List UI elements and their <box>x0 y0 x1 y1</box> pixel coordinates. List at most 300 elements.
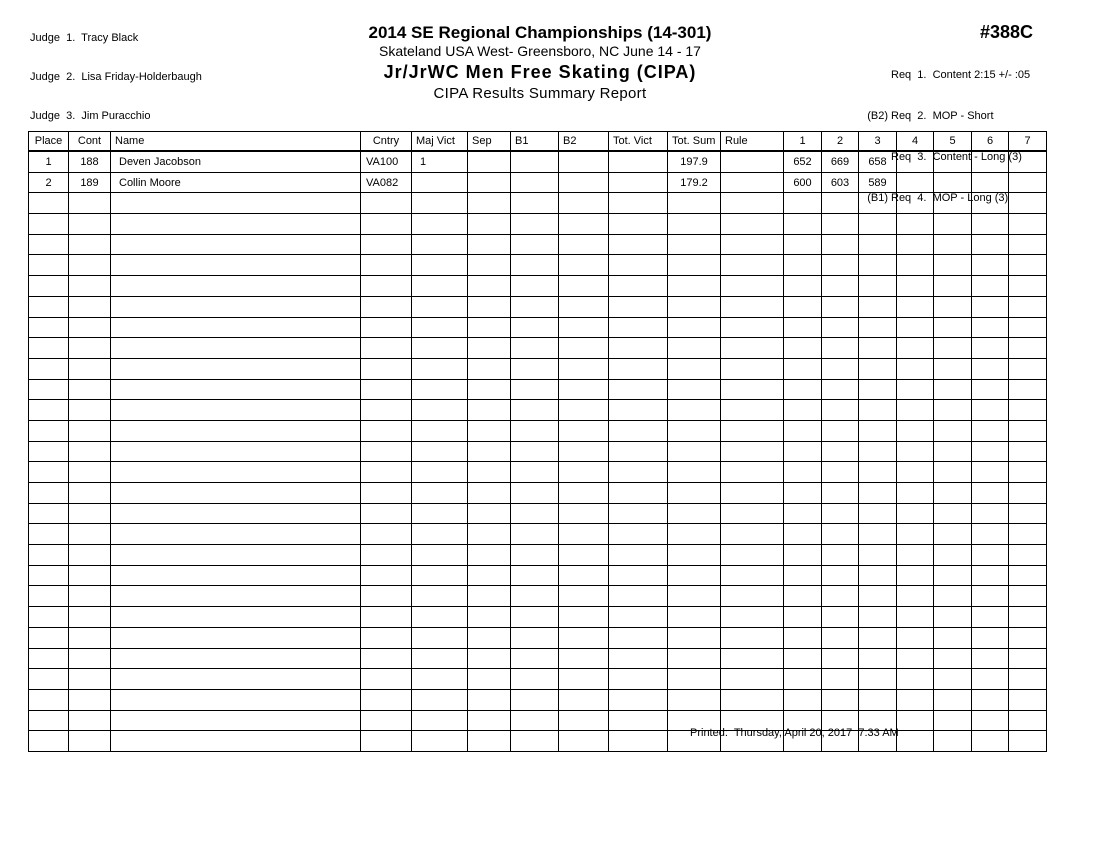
table-row-empty <box>29 338 1047 359</box>
table-cell <box>1009 462 1047 483</box>
table-row-empty <box>29 669 1047 690</box>
table-cell <box>69 669 111 690</box>
table-cell <box>361 710 412 731</box>
table-cell: 600 <box>784 172 822 193</box>
table-cell <box>668 565 721 586</box>
table-cell <box>511 710 559 731</box>
table-row-empty <box>29 234 1047 255</box>
table-cell <box>1009 151 1047 172</box>
table-cell: 658 <box>859 151 897 172</box>
table-cell <box>822 627 859 648</box>
table-cell <box>361 193 412 214</box>
table-cell <box>468 565 511 586</box>
table-cell <box>784 441 822 462</box>
table-cell <box>897 462 934 483</box>
table-cell <box>609 565 668 586</box>
table-cell <box>29 462 69 483</box>
table-cell <box>897 317 934 338</box>
table-cell <box>468 710 511 731</box>
table-cell <box>934 420 972 441</box>
table-cell <box>934 524 972 545</box>
venue-line: Skateland USA West- Greensboro, NC June 14 - 17 <box>379 43 701 59</box>
table-cell <box>721 317 784 338</box>
table-cell <box>511 524 559 545</box>
table-cell <box>69 193 111 214</box>
table-cell <box>1009 214 1047 235</box>
table-cell <box>721 462 784 483</box>
table-cell <box>721 296 784 317</box>
table-cell <box>859 607 897 628</box>
table-cell <box>609 483 668 504</box>
table-cell <box>859 234 897 255</box>
table-cell <box>559 710 609 731</box>
table-cell <box>972 214 1009 235</box>
table-cell <box>784 296 822 317</box>
table-header-row <box>29 132 1047 152</box>
table-cell <box>111 731 361 752</box>
table-cell <box>609 234 668 255</box>
table-cell <box>361 586 412 607</box>
table-cell <box>69 689 111 710</box>
table-cell <box>897 255 934 276</box>
table-cell <box>361 607 412 628</box>
table-cell <box>721 627 784 648</box>
table-cell <box>69 462 111 483</box>
table-cell <box>822 607 859 628</box>
table-cell <box>559 255 609 276</box>
table-cell <box>29 648 69 669</box>
table-cell <box>111 214 361 235</box>
table-cell <box>668 317 721 338</box>
table-cell <box>668 400 721 421</box>
table-cell <box>784 358 822 379</box>
table-cell <box>934 193 972 214</box>
table-cell <box>468 462 511 483</box>
table-cell <box>972 296 1009 317</box>
table-cell <box>412 462 468 483</box>
table-cell <box>972 689 1009 710</box>
table-cell <box>1009 689 1047 710</box>
table-cell <box>668 358 721 379</box>
table-cell <box>511 255 559 276</box>
table-cell <box>822 276 859 297</box>
table-cell <box>29 710 69 731</box>
table-cell <box>468 296 511 317</box>
table-cell <box>29 483 69 504</box>
table-cell <box>668 524 721 545</box>
table-cell <box>934 462 972 483</box>
table-cell <box>822 524 859 545</box>
table-cell <box>897 358 934 379</box>
table-cell <box>412 420 468 441</box>
table-cell <box>361 255 412 276</box>
report-title: CIPA Results Summary Report <box>433 85 647 102</box>
table-cell <box>111 255 361 276</box>
table-cell <box>412 669 468 690</box>
table-cell <box>859 483 897 504</box>
table-cell <box>822 462 859 483</box>
table-cell <box>721 338 784 359</box>
table-cell <box>361 338 412 359</box>
table-cell <box>111 524 361 545</box>
table-cell <box>111 234 361 255</box>
table-cell <box>511 441 559 462</box>
table-cell <box>559 296 609 317</box>
table-cell <box>822 441 859 462</box>
table-cell <box>897 400 934 421</box>
table-cell <box>559 420 609 441</box>
table-cell <box>468 276 511 297</box>
table-cell <box>468 172 511 193</box>
table-cell <box>822 358 859 379</box>
table-row-empty <box>29 400 1047 421</box>
table-cell <box>412 627 468 648</box>
table-cell <box>668 296 721 317</box>
table-cell <box>29 586 69 607</box>
table-cell <box>69 358 111 379</box>
table-row-empty <box>29 441 1047 462</box>
table-cell <box>468 317 511 338</box>
table-cell <box>559 379 609 400</box>
table-cell <box>29 545 69 566</box>
table-row-empty <box>29 586 1047 607</box>
table-row-empty <box>29 524 1047 545</box>
table-cell <box>468 379 511 400</box>
table-cell <box>511 627 559 648</box>
table-cell <box>559 669 609 690</box>
table-cell <box>361 669 412 690</box>
table-cell <box>468 731 511 752</box>
table-cell <box>934 607 972 628</box>
table-cell <box>511 483 559 504</box>
table-cell <box>69 524 111 545</box>
table-cell <box>559 400 609 421</box>
table-cell <box>29 441 69 462</box>
table-cell <box>609 545 668 566</box>
table-cell <box>822 565 859 586</box>
table-cell <box>361 648 412 669</box>
table-cell <box>784 503 822 524</box>
table-cell <box>609 338 668 359</box>
table-cell <box>511 689 559 710</box>
table-cell <box>361 296 412 317</box>
table-cell <box>721 648 784 669</box>
table-cell <box>559 172 609 193</box>
table-cell <box>609 710 668 731</box>
table-cell <box>29 689 69 710</box>
column-header: Name <box>111 132 361 152</box>
table-cell <box>934 317 972 338</box>
table-cell <box>721 524 784 545</box>
table-cell <box>111 710 361 731</box>
table-cell <box>1009 317 1047 338</box>
table-cell <box>1009 483 1047 504</box>
column-header: Tot. Sum <box>668 132 721 152</box>
table-cell <box>361 689 412 710</box>
table-cell <box>721 503 784 524</box>
table-cell <box>511 545 559 566</box>
table-cell <box>721 214 784 235</box>
table-cell <box>897 586 934 607</box>
table-cell <box>468 214 511 235</box>
table-cell <box>412 214 468 235</box>
table-cell <box>668 255 721 276</box>
table-cell <box>822 689 859 710</box>
table-cell <box>69 503 111 524</box>
table-cell <box>934 627 972 648</box>
requirement-line <box>858 69 1030 83</box>
table-cell <box>668 234 721 255</box>
table-cell <box>559 193 609 214</box>
table-cell <box>559 586 609 607</box>
requirement-prefix: (B1) <box>867 191 888 204</box>
table-cell <box>412 234 468 255</box>
table-cell <box>934 400 972 421</box>
table-cell <box>609 193 668 214</box>
table-cell <box>468 255 511 276</box>
table-cell <box>859 565 897 586</box>
table-cell <box>559 214 609 235</box>
competition-title: 2014 SE Regional Championships (14-301) <box>368 23 712 42</box>
table-cell: 1 <box>412 151 468 172</box>
table-cell <box>784 193 822 214</box>
table-cell <box>412 503 468 524</box>
table-cell <box>668 338 721 359</box>
table-cell <box>412 193 468 214</box>
table-cell <box>361 358 412 379</box>
table-cell: Collin Moore <box>111 172 361 193</box>
table-cell <box>972 545 1009 566</box>
table-cell <box>609 627 668 648</box>
table-cell <box>972 503 1009 524</box>
table-cell <box>972 731 1009 752</box>
table-cell <box>468 524 511 545</box>
table-cell <box>412 172 468 193</box>
table-cell <box>69 276 111 297</box>
table-cell <box>559 441 609 462</box>
table-cell <box>412 338 468 359</box>
table-cell <box>511 565 559 586</box>
table-cell <box>468 545 511 566</box>
table-cell <box>897 731 934 752</box>
table-cell <box>559 627 609 648</box>
table-cell <box>361 234 412 255</box>
table-row-empty <box>29 255 1047 276</box>
table-cell <box>668 483 721 504</box>
table-cell <box>668 607 721 628</box>
table-cell <box>511 379 559 400</box>
table-cell <box>972 710 1009 731</box>
table-cell <box>897 689 934 710</box>
table-cell <box>111 503 361 524</box>
table-cell <box>609 317 668 338</box>
table-cell <box>468 669 511 690</box>
table-cell <box>609 731 668 752</box>
table-cell <box>972 400 1009 421</box>
table-cell: 589 <box>859 172 897 193</box>
table-cell <box>69 255 111 276</box>
table-cell <box>361 400 412 421</box>
table-cell <box>784 420 822 441</box>
table-cell <box>822 545 859 566</box>
table-cell <box>468 627 511 648</box>
table-cell <box>859 689 897 710</box>
table-cell <box>412 317 468 338</box>
table-cell <box>972 172 1009 193</box>
table-row <box>29 172 1047 193</box>
table-cell <box>559 689 609 710</box>
table-cell: 652 <box>784 151 822 172</box>
table-cell <box>859 214 897 235</box>
table-cell <box>1009 731 1047 752</box>
table-cell <box>609 358 668 379</box>
table-cell <box>412 255 468 276</box>
table-cell <box>361 503 412 524</box>
table-cell <box>934 276 972 297</box>
table-cell <box>859 503 897 524</box>
table-cell <box>784 689 822 710</box>
table-cell <box>668 648 721 669</box>
table-cell <box>1009 503 1047 524</box>
table-cell: 669 <box>822 151 859 172</box>
table-cell <box>668 586 721 607</box>
table-cell <box>511 400 559 421</box>
table-cell: 2 <box>29 172 69 193</box>
table-cell <box>468 648 511 669</box>
table-cell <box>412 710 468 731</box>
table-cell <box>559 524 609 545</box>
table-cell <box>111 545 361 566</box>
table-cell <box>111 358 361 379</box>
table-cell <box>111 669 361 690</box>
column-header: Sep <box>468 132 511 152</box>
table-cell <box>934 441 972 462</box>
table-cell <box>511 338 559 359</box>
table-cell <box>721 565 784 586</box>
table-cell <box>1009 172 1047 193</box>
table-cell <box>511 462 559 483</box>
table-row-empty <box>29 420 1047 441</box>
table-cell <box>822 420 859 441</box>
table-cell <box>559 462 609 483</box>
event-number: #388C <box>979 22 1033 42</box>
requirement-text: Req 4. MOP - Long (3) <box>891 191 1009 204</box>
table-cell <box>609 648 668 669</box>
table-cell <box>29 234 69 255</box>
table-cell <box>69 379 111 400</box>
table-cell <box>897 710 934 731</box>
table-cell <box>111 607 361 628</box>
table-cell <box>972 483 1009 504</box>
table-row-empty <box>29 317 1047 338</box>
table-cell <box>859 255 897 276</box>
table-cell <box>972 627 1009 648</box>
table-cell <box>822 234 859 255</box>
table-cell <box>468 607 511 628</box>
table-cell <box>1009 586 1047 607</box>
table-cell <box>609 503 668 524</box>
column-header: Rule <box>721 132 784 152</box>
table-cell <box>29 379 69 400</box>
requirement-text: Req 3. Content - Long (3) <box>891 150 1022 163</box>
table-cell <box>822 648 859 669</box>
table-cell <box>361 317 412 338</box>
table-cell <box>412 296 468 317</box>
table-cell <box>668 193 721 214</box>
table-cell <box>412 648 468 669</box>
table-cell <box>468 234 511 255</box>
table-cell <box>668 462 721 483</box>
table-cell <box>69 400 111 421</box>
table-cell <box>1009 193 1047 214</box>
table-cell <box>822 669 859 690</box>
table-cell <box>859 545 897 566</box>
table-cell <box>609 276 668 297</box>
table-cell <box>934 503 972 524</box>
table-cell <box>784 462 822 483</box>
table-cell <box>511 358 559 379</box>
table-cell <box>897 503 934 524</box>
results-table <box>28 131 1047 752</box>
table-cell <box>1009 400 1047 421</box>
table-cell <box>412 483 468 504</box>
table-cell <box>784 483 822 504</box>
table-row-empty <box>29 565 1047 586</box>
table-row-empty <box>29 193 1047 214</box>
table-cell <box>111 627 361 648</box>
table-cell <box>29 627 69 648</box>
table-row <box>29 151 1047 172</box>
table-cell <box>721 255 784 276</box>
table-cell <box>784 234 822 255</box>
table-cell <box>859 193 897 214</box>
table-cell <box>361 420 412 441</box>
table-cell <box>69 607 111 628</box>
table-row-empty <box>29 296 1047 317</box>
table-cell <box>668 503 721 524</box>
table-cell <box>468 338 511 359</box>
table-cell <box>361 441 412 462</box>
table-cell <box>934 358 972 379</box>
table-cell <box>29 296 69 317</box>
table-cell <box>859 296 897 317</box>
table-cell <box>361 276 412 297</box>
table-cell <box>934 689 972 710</box>
table-cell <box>111 462 361 483</box>
table-cell: 189 <box>69 172 111 193</box>
table-cell <box>934 379 972 400</box>
table-cell <box>859 379 897 400</box>
table-cell <box>972 607 1009 628</box>
table-cell <box>412 276 468 297</box>
table-cell <box>69 296 111 317</box>
table-cell <box>822 317 859 338</box>
table-cell <box>721 379 784 400</box>
table-cell <box>934 172 972 193</box>
table-cell <box>559 565 609 586</box>
table-cell <box>511 151 559 172</box>
table-cell <box>721 358 784 379</box>
table-cell <box>412 379 468 400</box>
requirement-line <box>858 110 1030 124</box>
table-cell <box>668 420 721 441</box>
table-cell <box>511 317 559 338</box>
table-cell <box>822 379 859 400</box>
table-cell <box>721 193 784 214</box>
table-cell: 188 <box>69 151 111 172</box>
table-cell <box>609 151 668 172</box>
table-cell <box>69 586 111 607</box>
